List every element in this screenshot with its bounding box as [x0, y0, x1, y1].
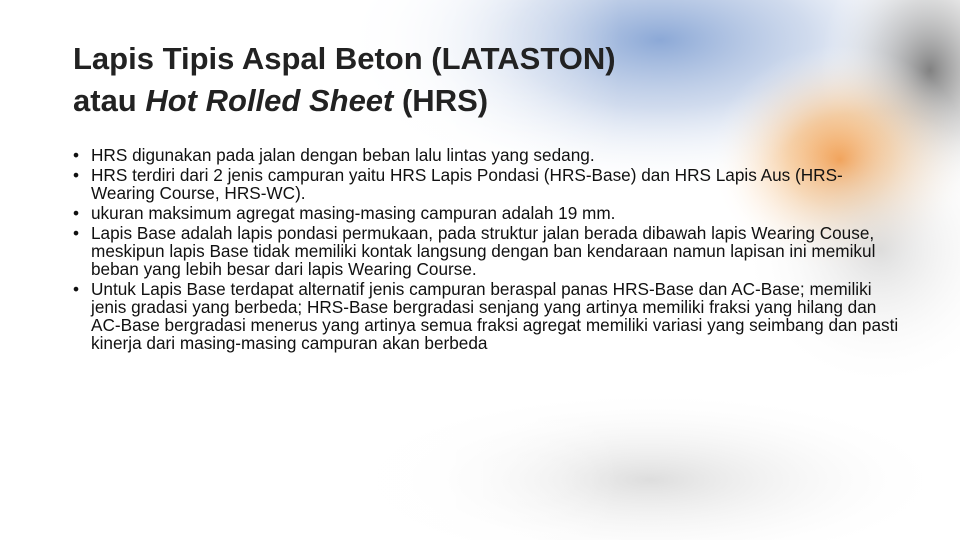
bullet-dot: •	[73, 145, 80, 165]
bullet-text: ukuran maksimum agregat masing-masing campuran adalah 19 mm.	[91, 203, 616, 223]
title-line-1: Lapis Tipis Aspal Beton (LATASTON)	[73, 41, 616, 76]
bullet-text: Lapis Base adalah lapis pondasi permukaan, pada struktur jalan berada dibawah lapis Wearing Couse, meskipun lapis Base tidak memiliki kontak langsung dengan ban kendaraan namun lapisan ini memikul beban yang lebih besar dari lapis Wearing Course.	[91, 223, 876, 279]
bullet-item	[73, 204, 903, 222]
title-line-2-italic: Hot Rolled Sheet	[145, 83, 394, 118]
bullet-text: Untuk Lapis Base terdapat alternatif jenis campuran beraspal panas HRS-Base dan AC-Base; memiliki jenis gradasi yang berbeda; HRS-Base bergradasi senjang yang artinya memiliki fraksi yang hilang dan AC-Base bergradasi menerus yang artinya semua fraksi agregat memiliki variasi yang seimbang dan pasti kinerja dari masing-masing campuran akan berbeda	[91, 279, 899, 353]
bullet-list	[73, 146, 903, 354]
bullet-text: HRS digunakan pada jalan dengan beban lalu lintas yang sedang.	[91, 145, 595, 165]
bullet-dot: •	[73, 203, 80, 223]
bullet-dot: •	[73, 279, 80, 299]
bullet-item	[73, 146, 903, 164]
bullet-text: HRS terdiri dari 2 jenis campuran yaitu HRS Lapis Pondasi (HRS-Base) dan HRS Lapis Aus (HRS-Wearing Course, HRS-WC).	[91, 165, 843, 203]
bullet-item	[73, 224, 903, 278]
bullet-item	[73, 280, 903, 352]
slide-title	[73, 38, 873, 122]
bullet-dot: •	[73, 223, 80, 243]
bullet-dot: •	[73, 165, 80, 185]
title-line-2-suffix: (HRS)	[393, 83, 489, 118]
title-line-2-prefix: atau	[73, 83, 146, 118]
bullet-item	[73, 166, 903, 202]
